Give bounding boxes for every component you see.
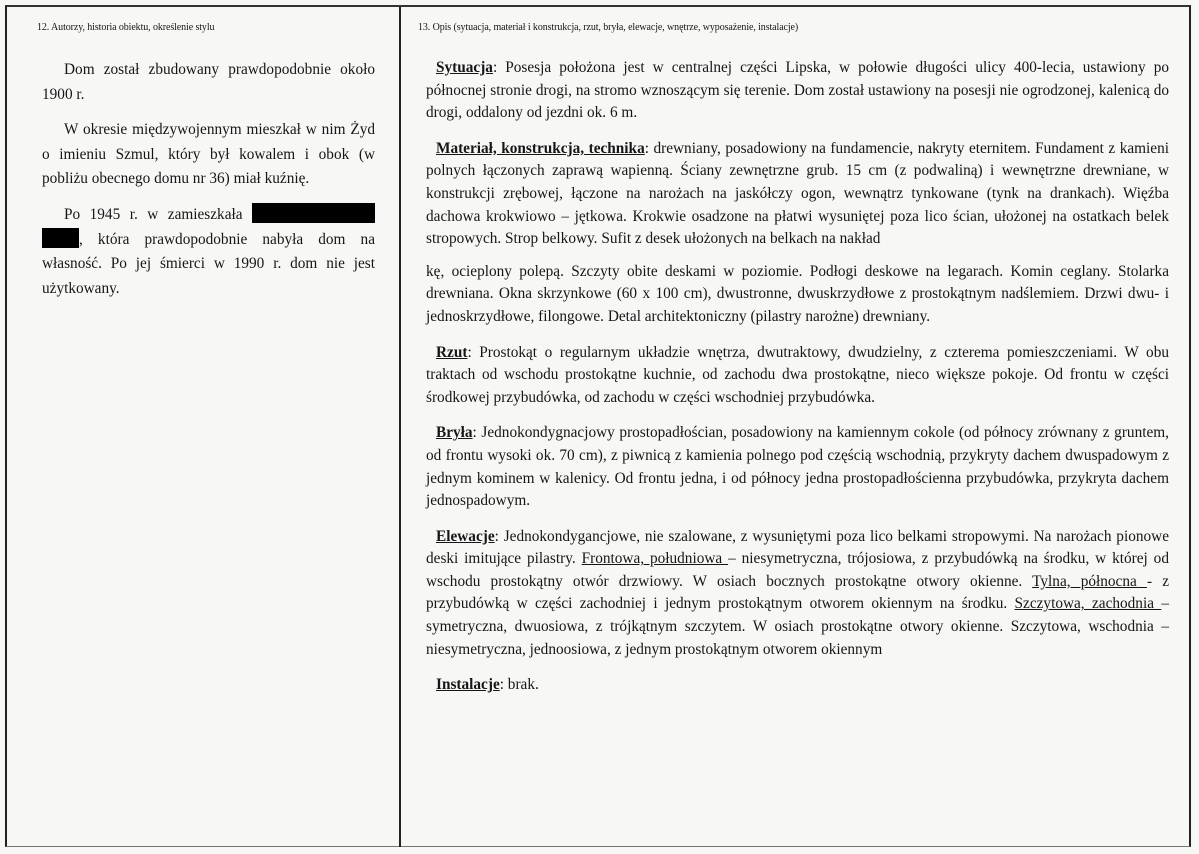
- history-paragraph-1: Dom został zbudowany prawdopodobnie około 1900 r.: [42, 61, 375, 103]
- history-paragraph-3-end: , która prawdopodobnie nabyła dom na własność. Po jej śmierci w 1990 r. dom nie jest użytkowany.: [42, 230, 375, 297]
- sytuacja-text: : Posesja położona jest w centralnej części Lipska, w połowie długości ulicy 400-lecia, ustawiony po północnej stronie drogi, na stromo wznoszącym się terenie. Dom został ustawiony na posesji nie ogrodzonej, kalenicą do drogi, oddalony od jezdni ok. 6 m.: [426, 59, 1169, 122]
- sytuacja-paragraph: [426, 57, 1169, 125]
- elewacje-text-4: – symetryczna, dwuosiowa, z trójkątnym szczytem. W osiach prostokątne otwory okienne. Szczytowa, wschodnia – niesymetryczna, jednoosiowa, z jednym prostokątnym otworem okiennym: [426, 595, 1169, 658]
- description-column: [426, 57, 1169, 710]
- material-label: Materiał, konstrukcja, technika: [436, 139, 645, 157]
- bryla-paragraph: [426, 422, 1169, 512]
- bryla-label: Bryła: [436, 424, 473, 442]
- section-13-header: 13. Opis (sytuacja, materiał i konstrukcja, rzut, bryła, elewacje, wnętrze, wyposażenie, instalacje): [418, 22, 799, 33]
- sytuacja-label: Sytuacja: [436, 59, 493, 76]
- rzut-label: Rzut: [436, 343, 468, 361]
- redaction-bar: [252, 203, 375, 223]
- history-paragraph-3: [42, 203, 375, 301]
- instalacje-label: Instalacje: [436, 676, 500, 694]
- material-text: : drewniany, posadowiony na fundamencie, nakryty eternitem. Fundament z kamieni polnych łączonych zaprawą wapienną. Ściany zewnętrzne grub. 15 cm (z podwaliną) i wewnętrzne drewniane, w konstrukcji zrębowej, łączone na narożach na jaskółczy ogon, wewnątrz tynkowane (tynk na drankach). Więźba dachowa krokwiowo – jętkowa. Krokwie osadzone na płatwi wysuniętej poza lico ścian, ułożonej na ostatkach belek stropowych. Strop belkowy. Sufit z desek ułożonych na belkach na nakład: [426, 139, 1169, 248]
- material-continuation: kę, ocieplony polepą. Szczyty obite deskami w poziomie. Podłogi deskowe na legarach. Komin ceglany. Stolarka drewniana. Okna skrzynkowe (60 x 100 cm), dwustronne, dwuskrzydłowe z prostokątnym nadślemiem. Drzwi dwu- i jednoskrzydłowe, filongowe. Detal architektoniczny (pilastry narożne) drewniany.: [426, 262, 1169, 325]
- rzut-paragraph: [426, 342, 1169, 410]
- bryla-text: : Jednokondygnacjowy prostopadłościan, posadowiony na kamiennym cokole (od północy zrównany z gruntem, od frontu wysoki ok. 70 cm), z piwnicą z kamienia polnego pod częścią wschodnią, przykryty dachem dwuspadowym z jednym kominem w kalenicy. Od frontu jedna, i od północy jedna prostopadłościenna przybudówka, przykryta dachem jednospadowym.: [426, 424, 1169, 510]
- elewacje-text-3: - z przybudówką w części zachodniej i jednym prostokątnym otworem okiennym na środku.: [426, 572, 1169, 613]
- rzut-text: : Prostokąt o regularnym układzie wnętrza, dwutraktowy, dwudzielny, z czterema pomieszczeniami. W obu traktach od wschodu prostokątne kuchnie, od zachodu dwa prostokątne, nieco większe pokoje. Od frontu w części środkowej przybudówka, od zachodu w części wschodniej przybudówka.: [426, 343, 1169, 406]
- elewacje-text-1: : Jednokondygancjowe, nie szalowane, z wysuniętymi poza lico belkami stropowymi. Na narożach pionowe deski imitujące pilastry.: [426, 527, 1169, 568]
- history-paragraph-3-start: Po 1945 r. w zamieszkała: [64, 205, 252, 223]
- elewacje-frontowa: Frontowa, południowa: [581, 550, 729, 568]
- material-paragraph: [426, 138, 1169, 251]
- instalacje-text: : brak.: [499, 676, 539, 694]
- instalacje-paragraph: [426, 674, 1169, 697]
- section-12-header: 12. Autorzy, historia obiektu, określenie stylu: [37, 22, 215, 33]
- elewacje-paragraph: [426, 526, 1169, 662]
- column-divider: [399, 7, 401, 847]
- history-paragraph-2: W okresie międzywojennym mieszkał w nim Żyd o imieniu Szmul, który był kowalem i obok (w pobliżu obecnego domu nr 36) miał kuźnię.: [42, 121, 375, 188]
- elewacje-label: Elewacje: [436, 527, 495, 545]
- elewacje-tylna: Tylna, północna: [1032, 572, 1147, 590]
- elewacje-szczytowa-zachodnia: Szczytowa, zachodnia: [1014, 595, 1162, 613]
- history-column: [42, 58, 375, 312]
- elewacje-text-2: – niesymetryczna, trójosiowa, z przybudówką na środku, w której od wschodu prostokątny otwór drzwiowy. W osiach bocznych prostokątne otwory okienne.: [426, 550, 1169, 590]
- redaction-bar: [42, 228, 79, 248]
